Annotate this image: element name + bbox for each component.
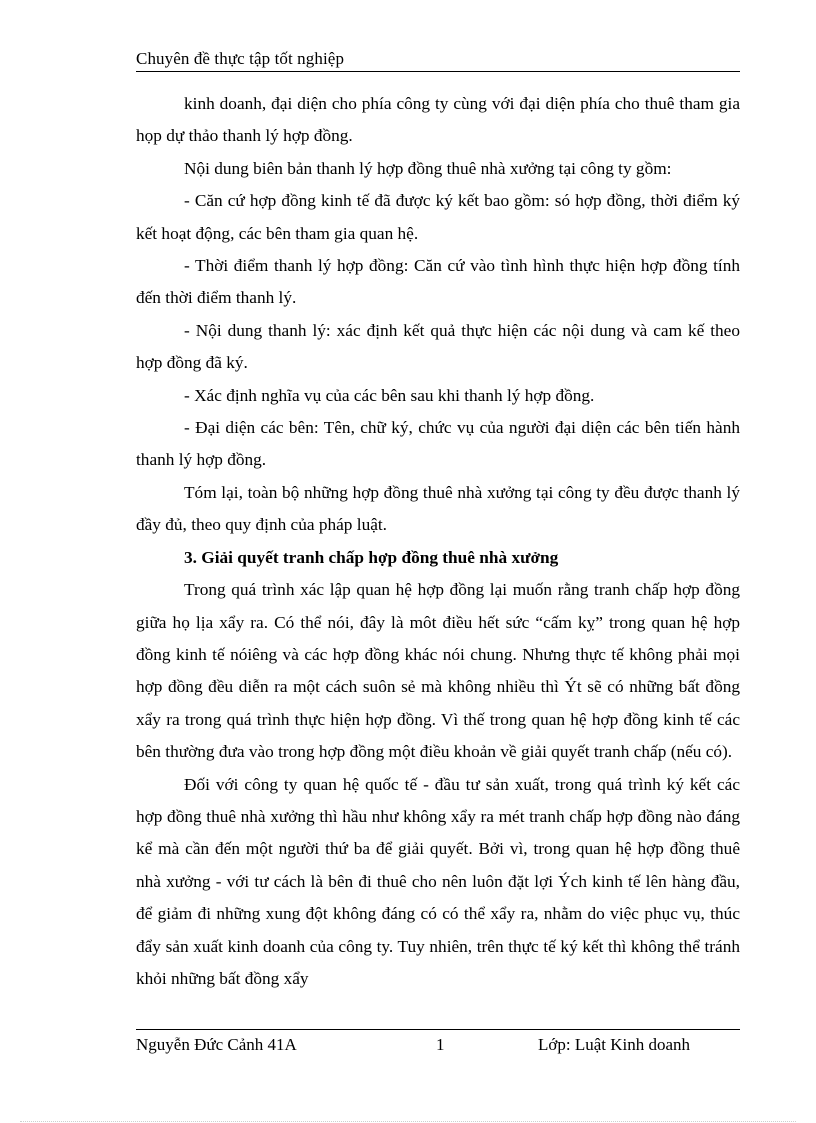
- header-rule: [136, 71, 740, 72]
- document-body: [136, 88, 740, 995]
- header-title: Chuyên đề thực tập tốt nghiệp: [136, 49, 345, 68]
- body-paragraph: - Thời điểm thanh lý hợp đồng: Căn cứ vào tình hình thực hiện hợp đồng tính đến thời điểm thanh lý.: [136, 256, 740, 308]
- body-paragraph: - Đại diện các bên: Tên, chữ ký, chức vụ của người đại diện các bên tiến hành thanh lý hợp đồng.: [136, 418, 740, 470]
- body-paragraph: Tóm lại, toàn bộ những hợp đồng thuê nhà xưởng tại công ty đều được thanh lý đầy đủ, theo quy định của pháp luật.: [136, 482, 740, 535]
- page-edge-divider: [20, 1121, 796, 1122]
- body-paragraph: - Căn cứ hợp đồng kinh tế đã được ký kết bao gồm: só hợp đồng, thời điểm ký kết hoạt động, các bên tham gia quan hệ.: [136, 191, 740, 243]
- body-paragraph: Nội dung biên bản thanh lý hợp đồng thuê nhà xưởng tại công ty gồm:: [184, 158, 672, 178]
- body-paragraph: - Xác định nghĩa vụ của các bên sau khi thanh lý hợp đồng.: [184, 385, 595, 405]
- page-number: 1: [436, 1035, 445, 1054]
- body-paragraph: Đối với công ty quan hệ quốc tế - đầu tư sản xuất, trong quá trình ký kết các hợp đồng thuê nhà xưởng thì hầu như không xẩy ra mét tranh chấp hợp đồng nào đáng kể mà cần đến một người thứ ba để giải quyết. Bởi vì, trong quan hệ hợp đồng thuê nhà xưởng - với tư cách là bên đi thuê cho nên luôn đặt lợi Ých kinh tế lên hàng đầu, để giảm đi những xung đột không đáng có có thể xẩy ra, nhằm do việc phục vụ, thúc đẩy sản xuất kinh doanh của công ty. Tuy nhiên, trên thực tế ký kết thì không thể tránh khỏi những bất đồng xẩy: [136, 774, 740, 988]
- body-paragraph: Trong quá trình xác lập quan hệ hợp đồng lại muốn rằng tranh chấp hợp đồng giữa họ lịa xẩy ra. Có thể nói, đây là môt điều hết sức “cấm kỵ” trong quan hệ hợp đồng kinh tế nóiêng và các hợp đồng khác nói chung. Nhưng thực tế không phải mọi hợp đồng đều diễn ra một cách suôn sẻ mà không nhiều thì Ýt sẽ có những bất đồng xẩy ra trong quá trình thực hiện hợp đồng. Vì thế trong quan hệ hợp đồng kinh tế các bên thường đưa vào trong hợp đồng một điều khoản về giải quyết tranh chấp (nếu có).: [136, 580, 740, 762]
- body-paragraph: kinh doanh, đại diện cho phía công ty cùng với đại diện phía cho thuê tham gia họp dự thảo thanh lý hợp đồng.: [136, 94, 740, 146]
- body-paragraph: - Nội dung thanh lý: xác định kết quả thực hiện các nội dung và cam kế theo hợp đồng đã ký.: [136, 320, 740, 373]
- footer-class-label: Lớp: Luật Kinh doanh: [538, 1035, 691, 1054]
- section-heading: 3. Giải quyết tranh chấp hợp đồng thuê nhà xưởng: [184, 547, 559, 567]
- footer-rule: [136, 1029, 740, 1030]
- footer-author: Nguyễn Đức Cảnh 41A: [136, 1035, 297, 1054]
